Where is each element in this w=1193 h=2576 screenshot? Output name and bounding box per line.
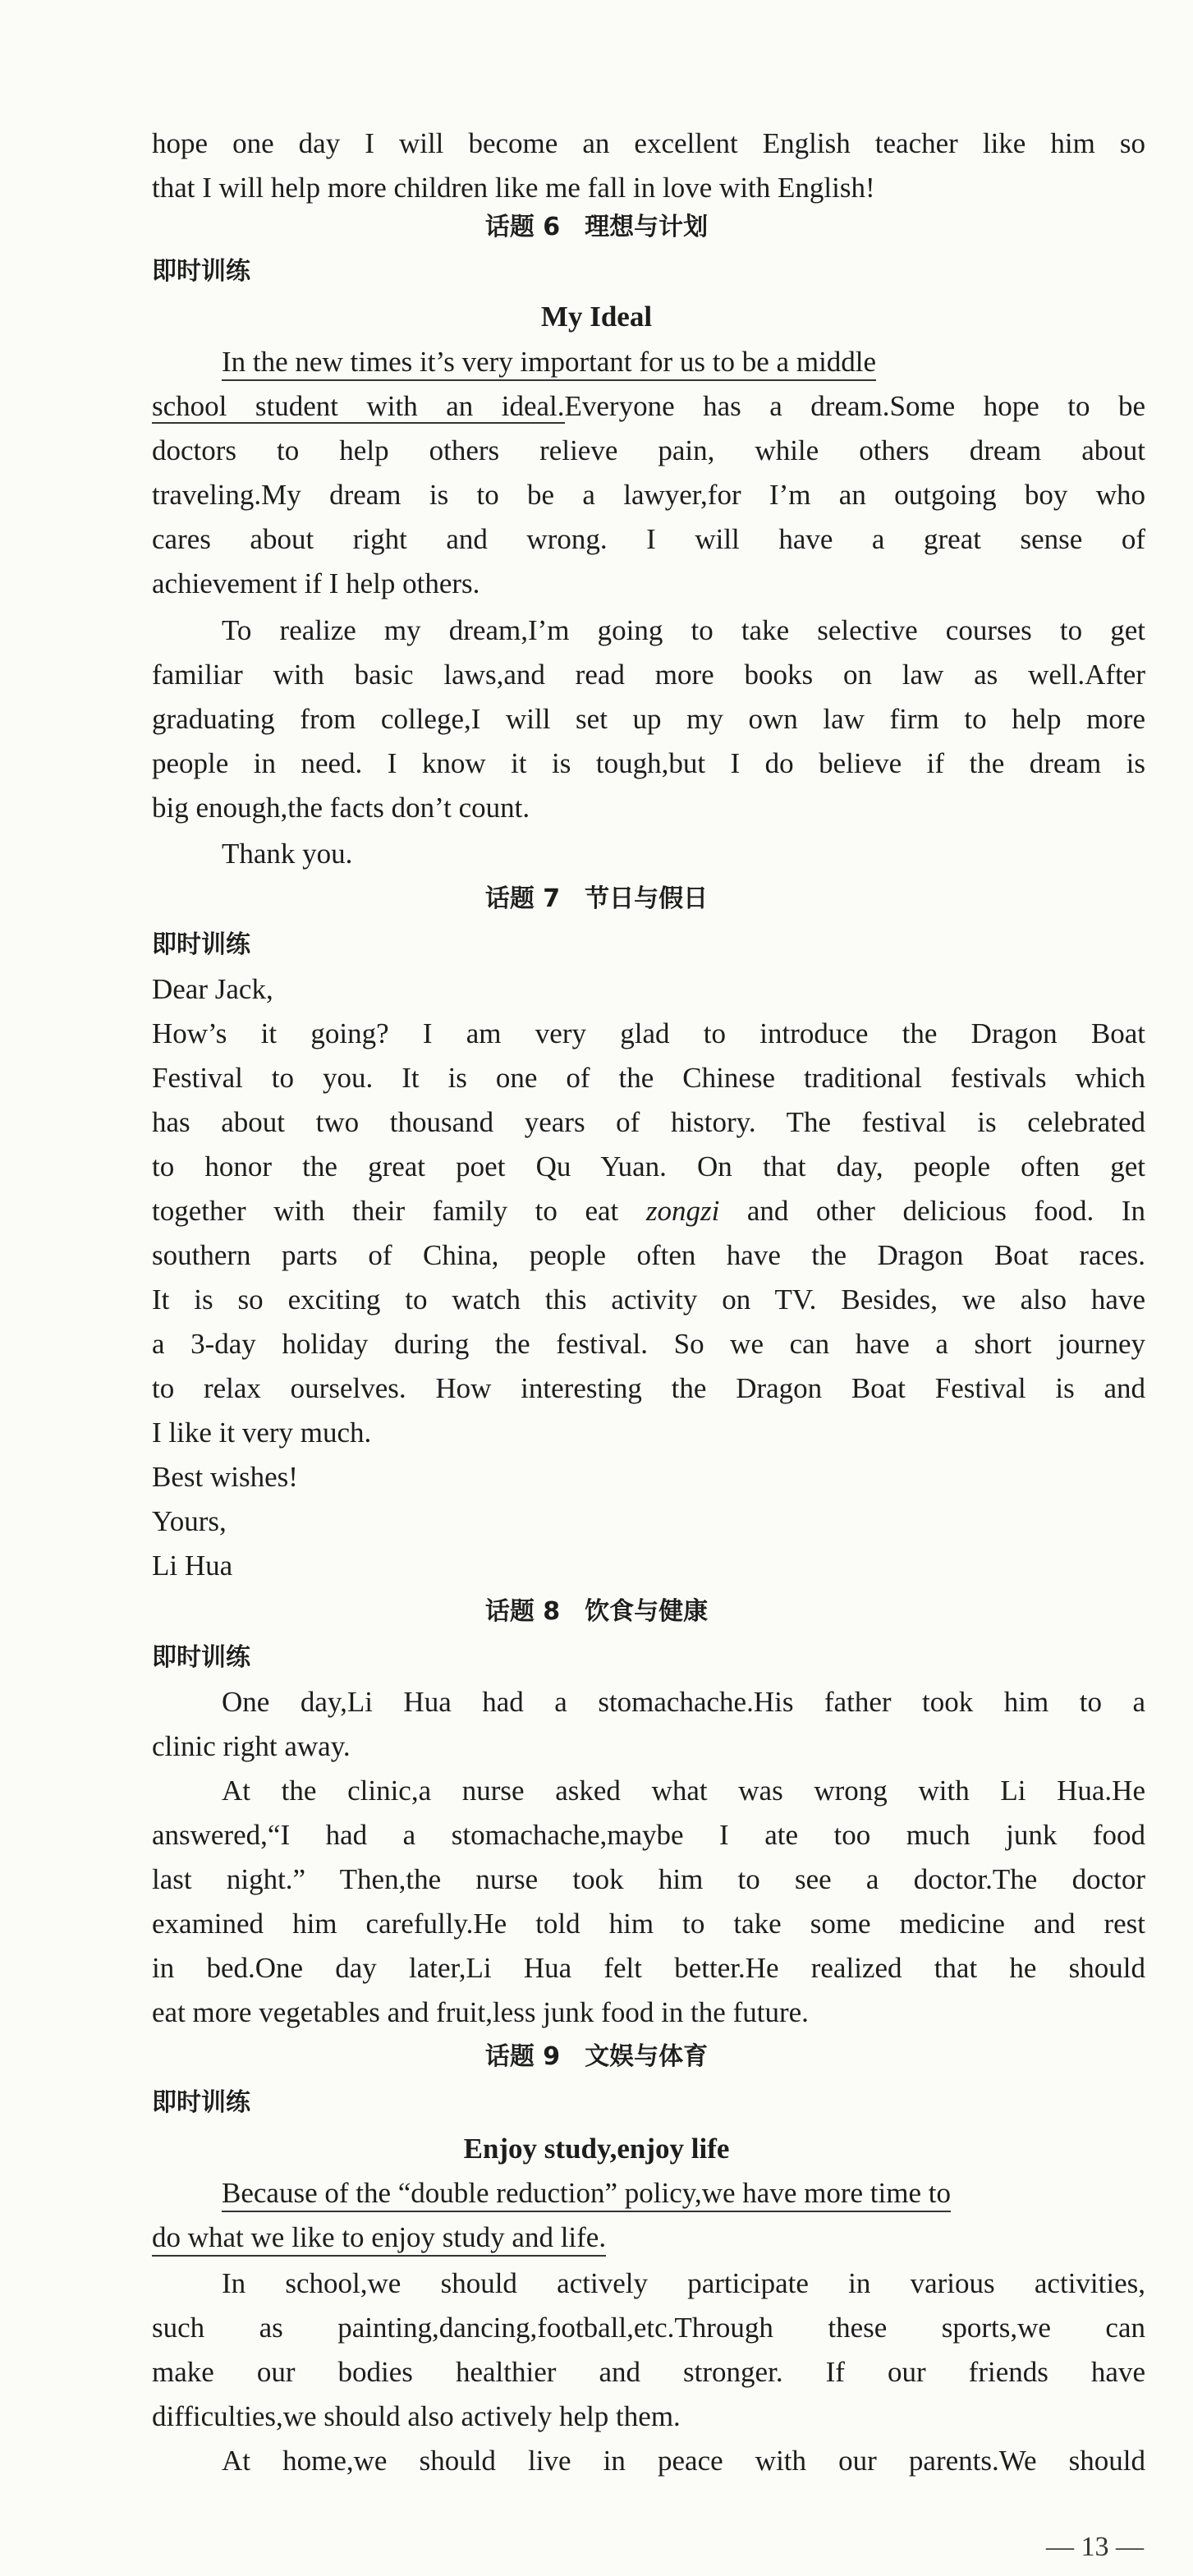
topic6-closing: Thank you.	[222, 838, 353, 870]
continuation-line-1: hope one day I will become an excellent English teacher like him so	[152, 127, 1145, 159]
underlined-text: Because of the “double reduction” policy,we have more time to	[222, 2177, 951, 2212]
topic8-para2-line-5: in bed.One day later,Li Hua felt better.He realized that he should	[152, 1952, 1145, 1984]
topic7-label: 即时训练	[152, 930, 250, 959]
topic6-label: 即时训练	[152, 257, 250, 286]
underlined-text: school student with an ideal.	[152, 390, 565, 422]
page-number: — 13 —	[1046, 2532, 1144, 2562]
topic9-para2-line-3: make our bodies healthier and stronger. If our friends have	[152, 2356, 1145, 2388]
continuation-line-2: that I will help more children like me fall in love with English!	[152, 172, 875, 204]
topic9-para3-line-1: At home,we should live in peace with our parents.We should	[222, 2445, 1145, 2477]
topic6-title: My Ideal	[540, 301, 653, 333]
topic7-line-5	[152, 1189, 1145, 1233]
line-text: together with their family to eat	[152, 1195, 646, 1227]
topic6-line-2	[152, 384, 1145, 429]
topic7-line-6: southern parts of China, people often have the Dragon Boat races.	[152, 1239, 1145, 1271]
topic6-line-6: achievement if I help others.	[152, 567, 480, 599]
line-text: and other delicious food. In	[719, 1195, 1146, 1227]
topic6-heading: 话题 6 理想与计划	[484, 213, 709, 241]
underlined-text: In the new times it’s very important for us to be a middle	[222, 346, 876, 381]
topic6-para2-line-1: To realize my dream,I’m going to take selective courses to get	[222, 614, 1145, 646]
topic8-para2-line-2: answered,“I had a stomachache,maybe I ate too much junk food	[152, 1819, 1145, 1851]
topic9-heading: 话题 9 文娱与体育	[484, 2042, 709, 2071]
topic9-underlined-1	[222, 2171, 1145, 2216]
topic7-signature: Li Hua	[152, 1550, 233, 1582]
topic8-para2-line-3: last night.” Then,the nurse took him to see a doctor.The doctor	[152, 1863, 1145, 1895]
topic8-label: 即时训练	[152, 1643, 250, 1672]
topic7-line-3: has about two thousand years of history. The festival is celebrated	[152, 1106, 1145, 1138]
zongzi-italic: zongzi	[645, 1195, 720, 1227]
topic8-para2-line-1: At the clinic,a nurse asked what was wrong with Li Hua.He	[222, 1775, 1145, 1807]
topic9-para2-line-1: In school,we should actively participate in various activities,	[222, 2267, 1145, 2299]
topic6-para2-line-3: graduating from college,I will set up my own law firm to help more	[152, 703, 1145, 735]
topic9-label: 即时训练	[152, 2088, 250, 2117]
topic7-yours: Yours,	[152, 1505, 227, 1537]
topic9-para2-line-4: difficulties,we should also actively help them.	[152, 2400, 681, 2432]
topic8-para1-line-2: clinic right away.	[152, 1730, 351, 1762]
topic8-para2-line-4: examined him carefully.He told him to take some medicine and rest	[152, 1908, 1145, 1940]
topic6-underlined-1	[222, 340, 1145, 384]
topic6-para2-line-5: big enough,the facts don’t count.	[152, 792, 530, 824]
topic8-heading: 话题 8 饮食与健康	[484, 1597, 709, 1626]
topic7-line-9: to relax ourselves. How interesting the Dragon Boat Festival is and	[152, 1372, 1145, 1404]
line-text: Everyone has a dream.Some hope to be	[564, 390, 1145, 422]
topic7-heading: 话题 7 节日与假日	[484, 884, 709, 913]
topic9-para2-line-2: such as painting,dancing,football,etc.Through these sports,we can	[152, 2312, 1145, 2344]
topic8-para1-line-1: One day,Li Hua had a stomachache.His father took him to a	[222, 1686, 1145, 1718]
topic7-line-2: Festival to you. It is one of the Chinese traditional festivals which	[152, 1062, 1145, 1094]
topic8-para2-line-6: eat more vegetables and fruit,less junk food in the future.	[152, 1996, 809, 2028]
underlined-text: do what we like to enjoy study and life.	[152, 2221, 606, 2257]
topic7-line-7: It is so exciting to watch this activity on TV. Besides, we also have	[152, 1283, 1145, 1316]
topic6-line-5: cares about right and wrong. I will have a great sense of	[152, 523, 1145, 555]
topic7-wishes: Best wishes!	[152, 1461, 298, 1493]
topic7-greeting: Dear Jack,	[152, 973, 273, 1005]
topic9-underlined-2	[152, 2216, 1145, 2260]
topic6-line-3: doctors to help others relieve pain, while others dream about	[152, 434, 1145, 466]
topic7-line-1: How’s it going? I am very glad to introduce the Dragon Boat	[152, 1017, 1145, 1049]
topic7-line-10: I like it very much.	[152, 1417, 372, 1449]
topic7-line-8: a 3-day holiday during the festival. So we can have a short journey	[152, 1328, 1145, 1360]
topic7-line-4: to honor the great poet Qu Yuan. On that day, people often get	[152, 1150, 1145, 1182]
topic6-para2-line-2: familiar with basic laws,and read more books on law as well.After	[152, 659, 1145, 691]
topic9-title: Enjoy study,enjoy life	[463, 2133, 730, 2165]
topic6-line-4: traveling.My dream is to be a lawyer,for I’m an outgoing boy who	[152, 479, 1145, 511]
topic6-para2-line-4: people in need. I know it is tough,but I do believe if the dream is	[152, 747, 1145, 779]
